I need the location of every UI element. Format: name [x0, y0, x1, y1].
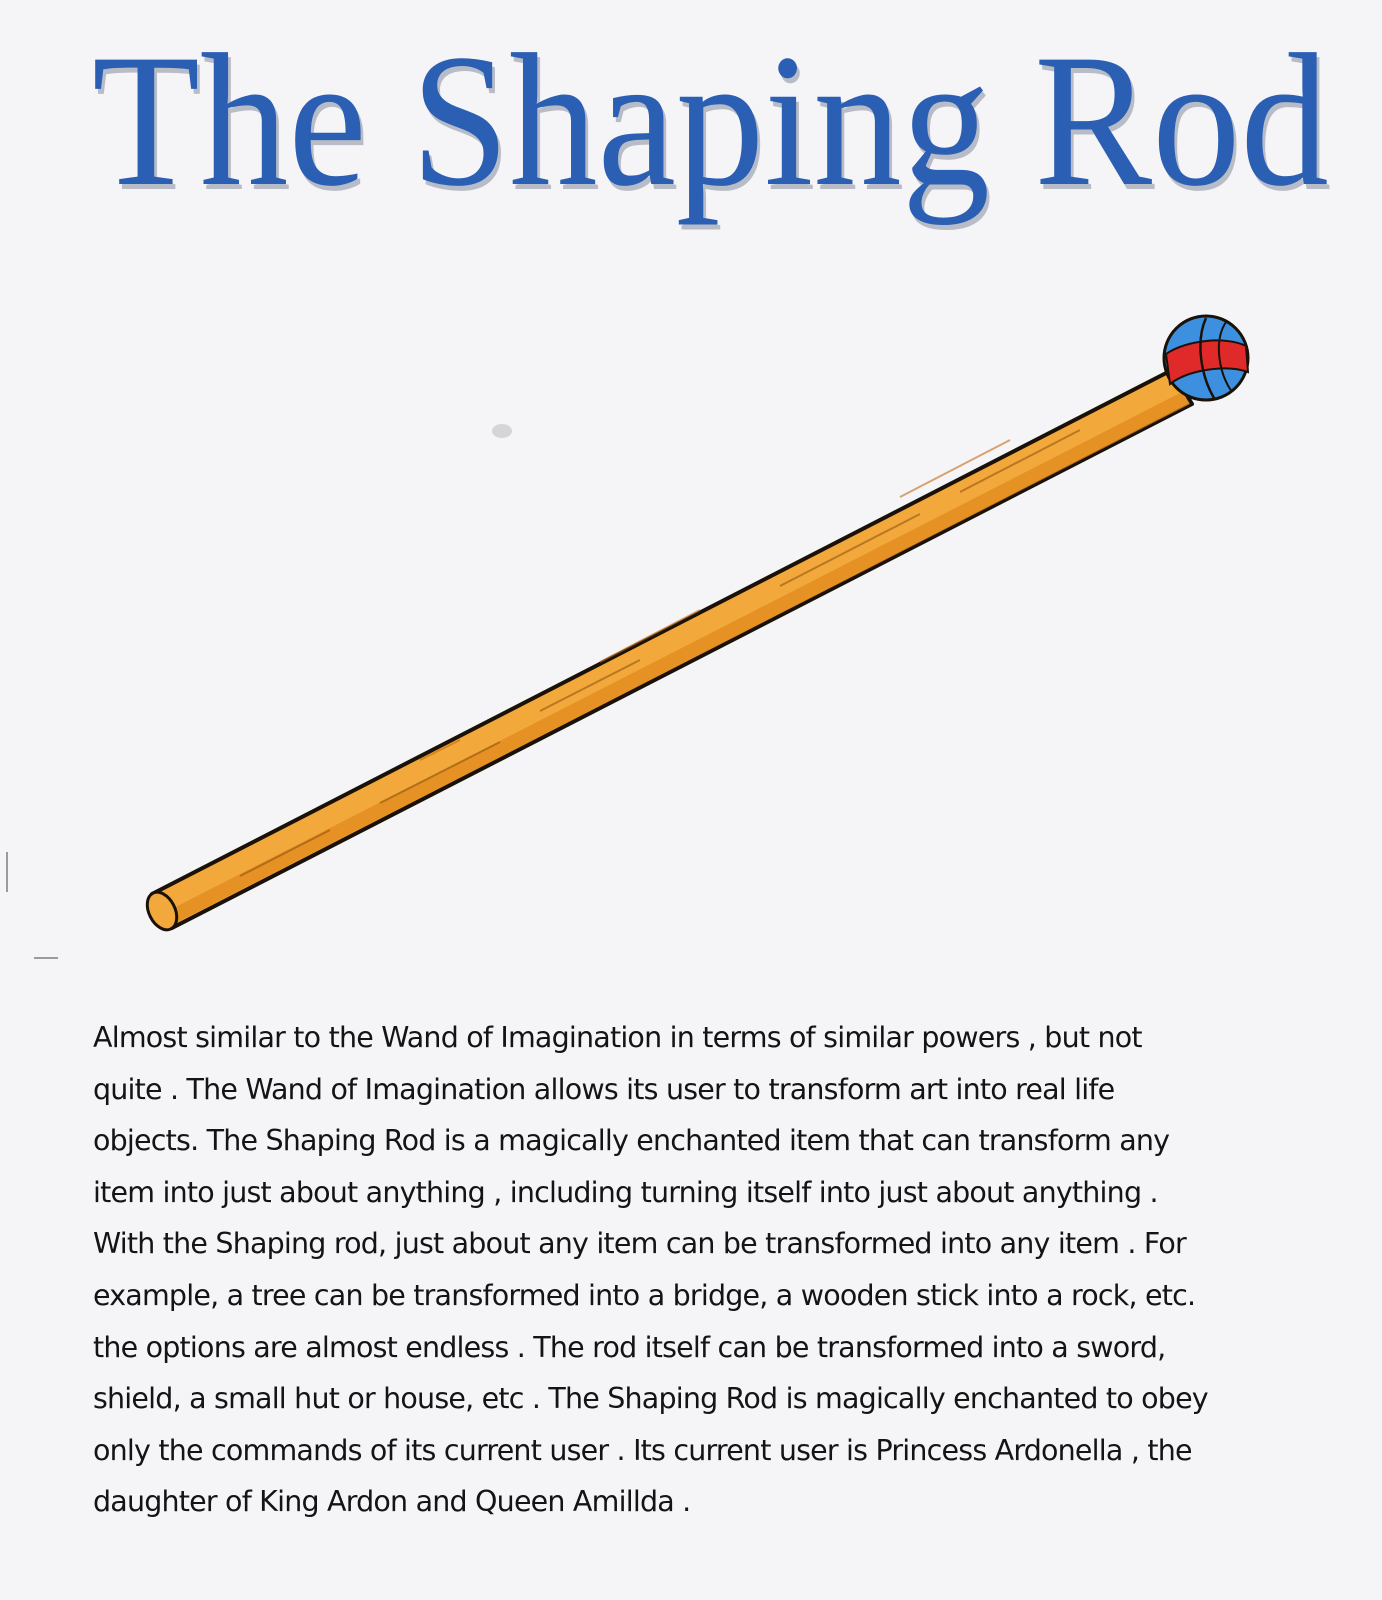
page-title: The Shaping Rod [92, 16, 1329, 226]
description-line: daughter of King Ardon and Queen Amillda . [93, 1485, 691, 1519]
rod-shaft [141, 370, 1192, 935]
description-line: Almost similar to the Wand of Imagination in terms of similar powers , but not [93, 1021, 1142, 1054]
scan-mark [6, 852, 8, 892]
description-line: example, a tree can be transformed into a bridge, a wooden stick into a rock, etc. [93, 1278, 1196, 1312]
description-line: shield, a small hut or house, etc . The Shaping Rod is magically enchanted to obey [93, 1382, 1208, 1416]
rod-orb [1164, 316, 1248, 400]
description-line: only the commands of its current user . Its current user is Princess Ardonella , the [93, 1433, 1192, 1467]
description-line: objects. The Shaping Rod is a magically enchanted item that can transform any [93, 1124, 1170, 1158]
description-paragraph [93, 1012, 1353, 1528]
description-line: With the Shaping rod, just about any item can be transformed into any item . For [93, 1227, 1186, 1261]
shaping-rod-illustration [0, 300, 1382, 980]
description-line: quite . The Wand of Imagination allows its user to transform art into real life [93, 1072, 1115, 1106]
scan-mark [492, 424, 512, 438]
description-line: the options are almost endless . The rod itself can be transformed into a sword, [93, 1330, 1166, 1364]
scan-mark [34, 957, 58, 959]
description-line: item into just about anything , including turning itself into just about anything . [93, 1175, 1158, 1209]
